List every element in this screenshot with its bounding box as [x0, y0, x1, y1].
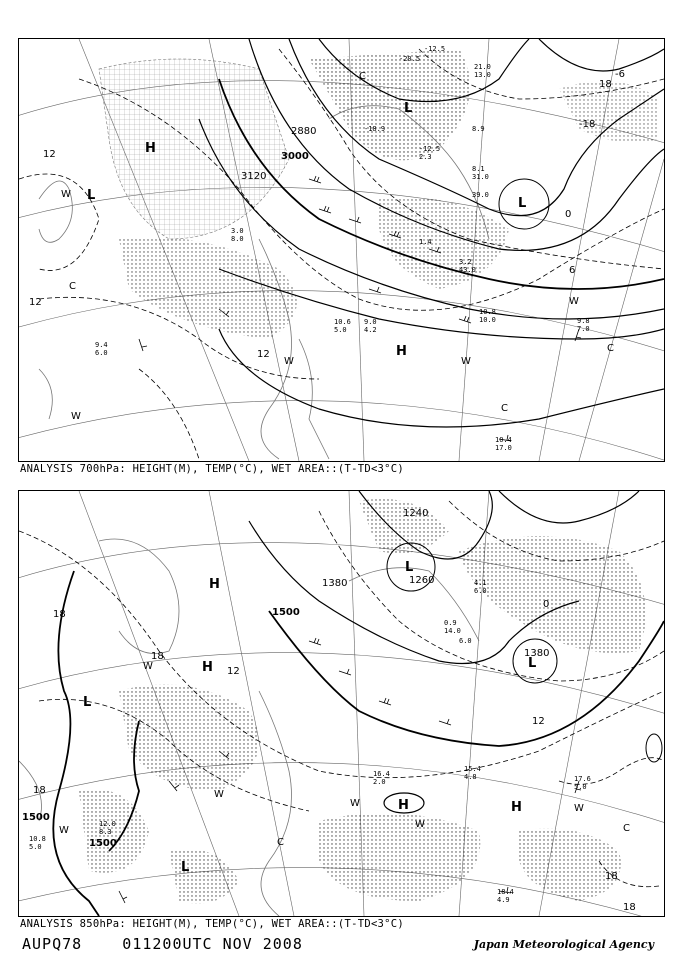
- warm-mark: W: [415, 819, 425, 830]
- station-value: 3.0: [231, 227, 244, 235]
- station-value: 21.0: [474, 63, 491, 71]
- warm-mark: W: [143, 661, 153, 672]
- high-center: H: [202, 660, 213, 675]
- temp-label: 18: [599, 79, 612, 90]
- contour-label: 1380: [322, 578, 348, 589]
- station-value: 6.0: [459, 637, 472, 645]
- contour-label: 1260: [409, 575, 435, 586]
- temp-label: 0: [565, 209, 572, 220]
- station-value: 43.0: [459, 266, 476, 274]
- temp-label: 18: [53, 609, 66, 620]
- warm-mark: W: [461, 356, 471, 367]
- high-center: H: [396, 344, 407, 359]
- high-center: H: [209, 577, 220, 592]
- temp-label: 12: [532, 716, 545, 727]
- station-value: 12.0: [99, 820, 116, 828]
- cold-mark: C: [359, 71, 366, 82]
- temp-label: 12: [257, 349, 270, 360]
- station-value: 10.0: [479, 316, 496, 324]
- station-value: 8.3: [99, 828, 112, 836]
- station-value: 8.0: [231, 235, 244, 243]
- contour-label: 3120: [241, 171, 267, 182]
- map-700hpa-svg: [19, 39, 664, 461]
- map-panel-850hpa: [18, 490, 665, 917]
- low-center: L: [518, 196, 527, 211]
- temp-label: 18: [623, 902, 636, 913]
- station-value: 5.0: [574, 783, 587, 791]
- station-value: 9.4: [95, 341, 108, 349]
- station-value: 18.4: [497, 888, 514, 896]
- agency-name: Japan Meteorological Agency: [473, 938, 654, 951]
- land-grid-area: [99, 59, 289, 239]
- station-value: 7.0: [577, 325, 590, 333]
- warm-mark: W: [61, 189, 71, 200]
- station-value: -18.9: [364, 125, 386, 133]
- cold-mark: C: [607, 343, 614, 354]
- station-value: 15.4: [464, 765, 481, 773]
- low-center: L: [404, 101, 413, 116]
- station-value: -12.5: [419, 145, 441, 153]
- station-value: 6.0: [474, 587, 487, 595]
- cold-mark: C: [501, 403, 508, 414]
- map-panel-700hpa: [18, 38, 665, 462]
- high-center: H: [511, 800, 522, 815]
- station-value: 0.9: [444, 619, 457, 627]
- station-value: 5.0: [334, 326, 347, 334]
- warm-mark: W: [71, 411, 81, 422]
- cold-mark: C: [69, 281, 76, 292]
- contour-label: 1500: [22, 812, 50, 823]
- contour-label: 1240: [403, 508, 429, 519]
- station-value: 4.2: [364, 326, 377, 334]
- warm-mark: W: [284, 356, 294, 367]
- station-value: 10.8: [29, 835, 46, 843]
- station-value: 5.0: [29, 843, 42, 851]
- warm-mark: W: [350, 798, 360, 809]
- temp-label: 12: [43, 149, 56, 160]
- station-value: 2.0: [373, 778, 386, 786]
- temp-label: -6: [615, 69, 625, 80]
- station-value: 8.9: [472, 125, 485, 133]
- temp-label: 6: [569, 265, 576, 276]
- caption-700hpa: ANALYSIS 700hPa: HEIGHT(M), TEMP(°C), WET AREA::(T-TD<3°C): [20, 463, 405, 475]
- station-value: 13.0: [474, 71, 491, 79]
- temp-label: 18: [605, 871, 618, 882]
- station-value: 4.9: [497, 896, 510, 904]
- temp-label: 0: [543, 599, 550, 610]
- station-value: 17.0: [495, 444, 512, 452]
- cold-mark: C: [277, 837, 284, 848]
- temp-label: 12: [227, 666, 240, 677]
- station-value: 2.3: [419, 153, 432, 161]
- station-value: 3.2: [459, 258, 472, 266]
- station-value: 10.6: [334, 318, 351, 326]
- warm-mark: W: [569, 296, 579, 307]
- cold-mark: C: [623, 823, 630, 834]
- station-value: 4.8: [464, 773, 477, 781]
- station-value: -20.5: [399, 55, 421, 63]
- station-value: 17.6: [574, 775, 591, 783]
- station-value: 1.4: [419, 238, 432, 246]
- station-value: 9.8: [577, 317, 590, 325]
- high-center: H: [398, 798, 409, 813]
- warm-mark: W: [214, 789, 224, 800]
- station-value: -12.5: [424, 45, 446, 53]
- warm-mark: W: [59, 825, 69, 836]
- warm-mark: W: [574, 803, 584, 814]
- station-value: 9.0: [364, 318, 377, 326]
- station-value: 6.0: [95, 349, 108, 357]
- wet-areas: [79, 499, 646, 904]
- contour-label: 1500: [89, 838, 117, 849]
- station-value: 16.4: [373, 770, 390, 778]
- low-center: L: [181, 860, 190, 875]
- contour-label: 1500: [272, 607, 300, 618]
- station-value: 10.4: [495, 436, 512, 444]
- low-center: L: [528, 656, 537, 671]
- station-value: 14.0: [444, 627, 461, 635]
- station-value: 31.0: [472, 173, 489, 181]
- station-value: 10.8: [479, 308, 496, 316]
- low-center: L: [83, 695, 92, 710]
- contour-label: 1380: [524, 648, 550, 659]
- station-value: 39.0: [472, 191, 489, 199]
- contour-label: 2880: [291, 126, 317, 137]
- low-center: L: [87, 188, 96, 203]
- contour-label: 3000: [281, 151, 309, 162]
- bulletin-header: AUPQ78 011200UTC NOV 2008: [22, 935, 303, 953]
- high-center: H: [145, 141, 156, 156]
- temp-label: 12: [29, 297, 42, 308]
- temp-label: 18: [151, 651, 164, 662]
- low-center: L: [405, 560, 414, 575]
- map-850hpa-svg: [19, 491, 664, 916]
- station-value: 4.1: [474, 579, 487, 587]
- temp-label: -18: [579, 119, 596, 130]
- temp-label: 18: [33, 785, 46, 796]
- station-value: 8.1: [472, 165, 485, 173]
- caption-850hpa: ANALYSIS 850hPa: HEIGHT(M), TEMP(°C), WET AREA::(T-TD<3°C): [20, 918, 405, 930]
